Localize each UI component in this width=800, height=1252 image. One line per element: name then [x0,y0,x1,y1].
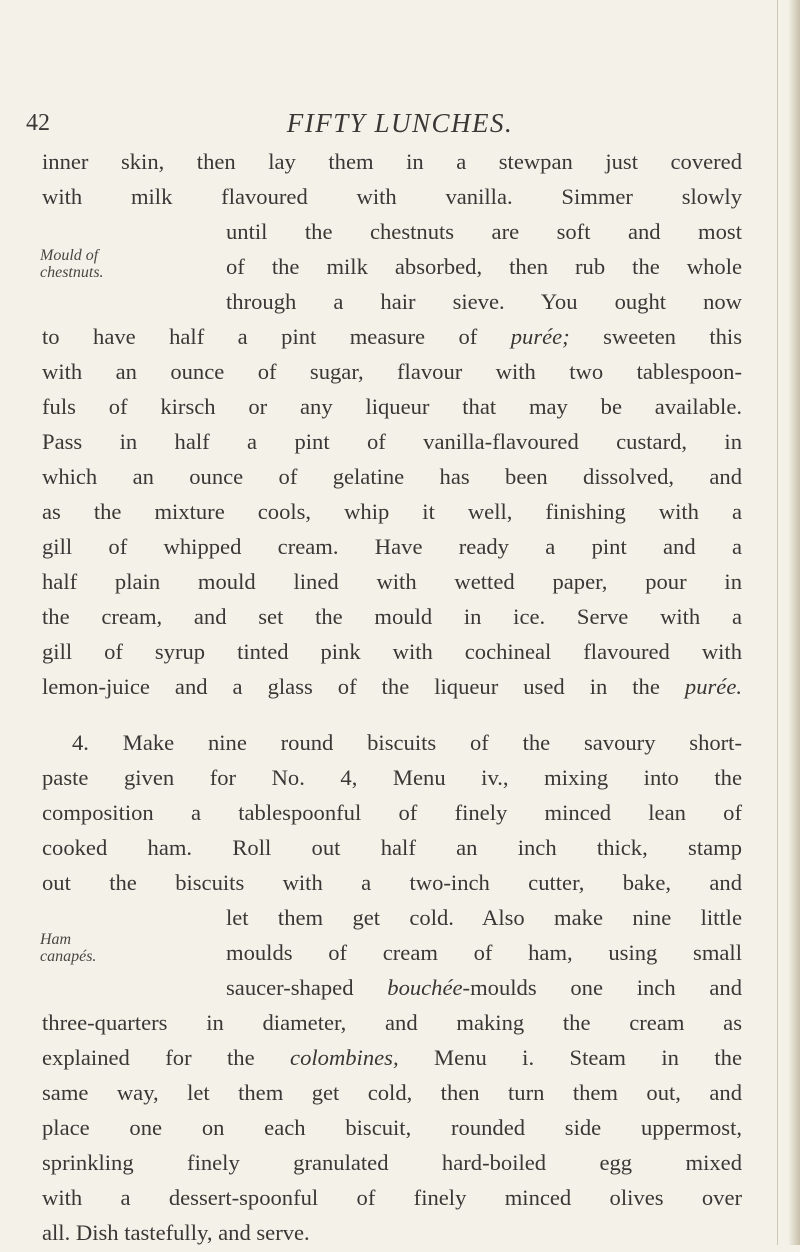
text-line: gill of whipped cream. Have ready a pint and a [42,534,742,559]
text-line: as the mixture cools, whip it well, finishing with a [42,499,742,524]
text-line: paste given for No. 4, Menu iv., mixing into the [42,765,742,790]
text-line: same way, let them get cold, then turn them out, and [42,1080,742,1105]
text-line: all. Dish tastefully, and serve. [42,1220,310,1245]
text-line: until the chestnuts are soft and most [226,219,742,244]
text-line: sprinkling finely granulated hard-boiled egg mixed [42,1150,742,1175]
text-line: with a dessert-spoonful of finely minced olives over [42,1185,742,1210]
text-line: moulds of cream of ham, using small [226,940,742,965]
text-line: fuls of kirsch or any liqueur that may be available. [42,394,742,419]
text-line: lemon-juice and a glass of the liqueur used in the purée. [42,674,742,699]
text-line: with an ounce of sugar, flavour with two tablespoon- [42,359,742,384]
margin-note-ham-canapes: Ham canapés. [40,931,97,965]
text-line: place one on each biscuit, rounded side uppermost, [42,1115,742,1140]
text-line: half plain mould lined with wetted paper, pour in [42,569,742,594]
text-line: saucer-shaped bouchée-moulds one inch and [226,975,742,1000]
text-line: composition a tablespoonful of finely minced lean of [42,800,742,825]
text-line: three-quarters in diameter, and making the cream as [42,1010,742,1035]
text-line: cooked ham. Roll out half an inch thick, stamp [42,835,742,860]
text-line: through a hair sieve. You ought now [226,289,742,314]
text-line: 4. Make nine round biscuits of the savoury short- [72,730,742,755]
text-line: Pass in half a pint of vanilla-flavoured custard, in [42,429,742,454]
text-line: the cream, and set the mould in ice. Serve with a [42,604,742,629]
text-line: explained for the colombines, Menu i. Steam in the [42,1045,742,1070]
running-title: FIFTY LUNCHES. [286,108,514,138]
text-line: of the milk absorbed, then rub the whole [226,254,742,279]
text-line: gill of syrup tinted pink with cochineal flavoured with [42,639,742,664]
page-edge-shadow [788,0,800,1245]
text-line: with milk flavoured with vanilla. Simmer slowly [42,184,742,209]
margin-note-mould-of-chestnuts: Mould of chestnuts. [40,247,104,281]
text-line: inner skin, then lay them in a stewpan just covered [42,149,742,174]
text-line: out the biscuits with a two-inch cutter, bake, and [42,870,742,895]
text-line: which an ounce of gelatine has been dissolved, and [42,464,742,489]
text-line: to have half a pint measure of purée; sweeten this [42,324,742,349]
text-line: let them get cold. Also make nine little [226,905,742,930]
page-number: 42 [26,110,50,136]
page-edge-line [777,0,778,1245]
